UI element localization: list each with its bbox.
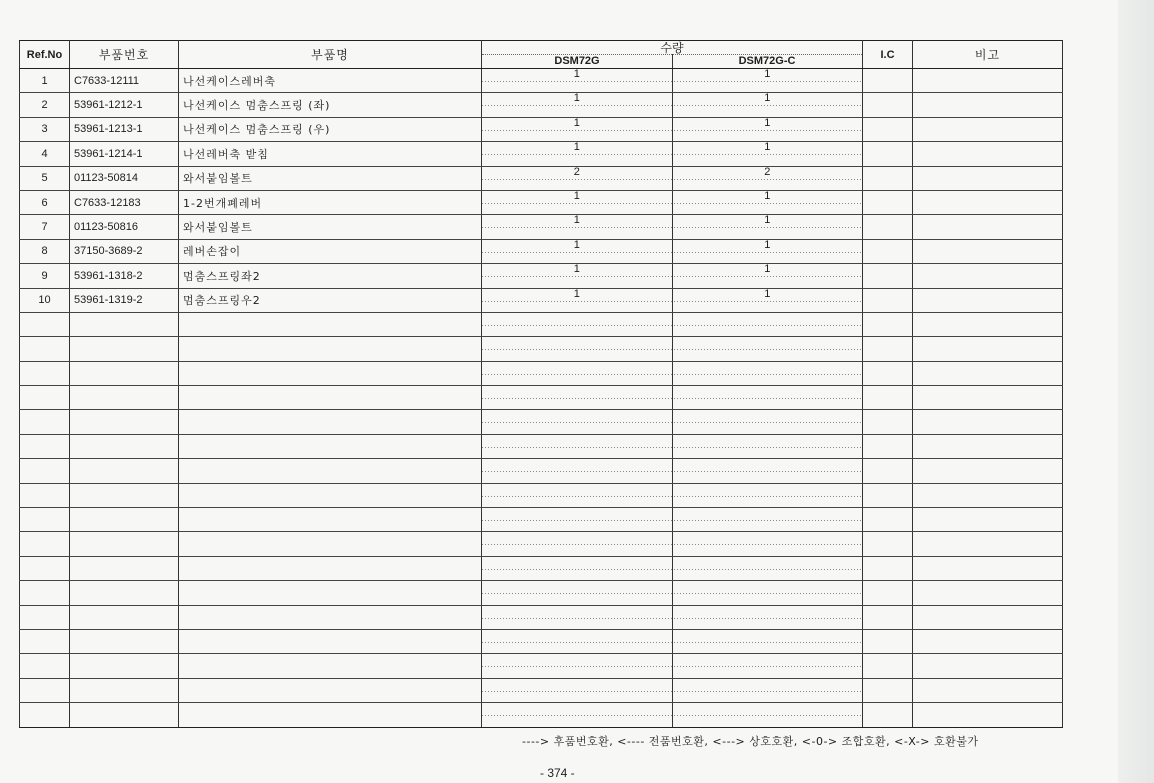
- table-row: [20, 678, 1063, 702]
- cell-ref-no: [20, 483, 70, 507]
- cell-qty-model-a: [482, 581, 672, 604]
- cell-qty-model-a: 1: [573, 68, 580, 80]
- cell-remarks: [913, 459, 1063, 483]
- cell-ref-no: 8: [20, 239, 70, 263]
- cell-part-no: [70, 703, 179, 727]
- parts-table: [19, 40, 1063, 728]
- table-row: [20, 605, 1063, 629]
- cell-part-name: [179, 361, 482, 385]
- cell-ref-no: [20, 459, 70, 483]
- cell-ic: [863, 386, 913, 410]
- cell-qty-model-a: 1: [573, 190, 580, 202]
- cell-qty-model-b: 1: [672, 69, 863, 92]
- cell-qty-model-a: 1: [573, 263, 580, 276]
- cell-part-no: 01123-50816: [70, 215, 179, 239]
- cell-part-name: 나선레버축 받침: [179, 142, 482, 166]
- cell-quantity: [482, 117, 863, 141]
- cell-qty-model-b: [672, 386, 863, 409]
- cell-ic: [863, 629, 913, 653]
- cell-qty-model-b: [672, 459, 863, 482]
- table-row: [20, 459, 1063, 483]
- cell-quantity: [482, 654, 863, 678]
- cell-qty-model-a: 1: [573, 214, 580, 227]
- cell-part-name: 와서붙임볼트: [179, 166, 482, 190]
- cell-part-name: [179, 654, 482, 678]
- cell-part-name: [179, 410, 482, 434]
- cell-remarks: [913, 239, 1063, 263]
- cell-part-name: [179, 459, 482, 483]
- cell-ic: [863, 142, 913, 166]
- cell-quantity: [482, 166, 863, 190]
- cell-ref-no: 6: [20, 190, 70, 214]
- cell-qty-model-b: [672, 606, 863, 629]
- cell-qty-model-b: 1: [672, 240, 863, 263]
- cell-remarks: [913, 629, 1063, 653]
- cell-ic: [863, 69, 913, 93]
- cell-ref-no: [20, 703, 70, 727]
- cell-quantity: [482, 239, 863, 263]
- cell-part-name: 나선케이스 멈춤스프링 (좌): [179, 93, 482, 117]
- cell-part-name: [179, 605, 482, 629]
- cell-qty-model-a: [482, 703, 672, 726]
- cell-qty-model-a: [482, 654, 672, 677]
- cell-qty-model-a: [482, 557, 672, 580]
- table-row: [20, 264, 1063, 288]
- cell-qty-model-b: [672, 532, 863, 555]
- cell-qty-model-b: [672, 557, 863, 580]
- cell-part-no: [70, 410, 179, 434]
- cell-part-no: [70, 386, 179, 410]
- table-row: [20, 410, 1063, 434]
- cell-quantity: [482, 215, 863, 239]
- cell-ref-no: 7: [20, 215, 70, 239]
- cell-part-no: 01123-50814: [70, 166, 179, 190]
- cell-qty-model-b: [672, 679, 863, 702]
- table-row: [20, 312, 1063, 336]
- table-row: [20, 337, 1063, 361]
- header-remarks: 비고: [913, 41, 1063, 69]
- cell-ic: [863, 190, 913, 214]
- cell-ic: [863, 239, 913, 263]
- cell-ref-no: [20, 434, 70, 458]
- cell-remarks: [913, 483, 1063, 507]
- table-row: [20, 117, 1063, 141]
- cell-remarks: [913, 190, 1063, 214]
- cell-qty-model-b: [672, 508, 863, 531]
- header-ic: I.C: [863, 41, 913, 69]
- cell-qty-model-b: [672, 435, 863, 458]
- cell-qty-model-a: [482, 630, 672, 653]
- cell-part-name: [179, 434, 482, 458]
- cell-ic: [863, 678, 913, 702]
- cell-ref-no: 3: [20, 117, 70, 141]
- cell-qty-model-a: [482, 484, 672, 507]
- cell-part-no: 53961-1212-1: [70, 93, 179, 117]
- cell-remarks: [913, 581, 1063, 605]
- cell-part-no: [70, 678, 179, 702]
- cell-quantity: [482, 581, 863, 605]
- cell-ref-no: 1: [20, 69, 70, 93]
- cell-part-no: 53961-1214-1: [70, 142, 179, 166]
- cell-ic: [863, 459, 913, 483]
- cell-quantity: [482, 459, 863, 483]
- cell-part-name: [179, 532, 482, 556]
- cell-ic: [863, 288, 913, 312]
- cell-qty-model-a: 1: [573, 141, 580, 154]
- cell-qty-model-a: 1: [573, 288, 580, 300]
- cell-part-no: [70, 654, 179, 678]
- cell-quantity: [482, 483, 863, 507]
- cell-qty-model-a: [482, 508, 672, 531]
- cell-ic: [863, 215, 913, 239]
- cell-remarks: [913, 337, 1063, 361]
- cell-qty-model-b: [672, 703, 863, 726]
- table-row: [20, 434, 1063, 458]
- cell-ref-no: 10: [20, 288, 70, 312]
- table-row: [20, 703, 1063, 727]
- table-row: [20, 556, 1063, 580]
- cell-remarks: [913, 434, 1063, 458]
- cell-qty-model-a: [482, 386, 672, 409]
- table-row: [20, 654, 1063, 678]
- cell-part-no: C7633-12111: [70, 69, 179, 93]
- cell-quantity: [482, 605, 863, 629]
- cell-remarks: [913, 654, 1063, 678]
- cell-ic: [863, 508, 913, 532]
- cell-ic: [863, 483, 913, 507]
- header-part-name: 부품명: [179, 41, 482, 69]
- page-number: - 374 -: [540, 766, 575, 780]
- cell-ref-no: [20, 361, 70, 385]
- cell-part-no: 37150-3689-2: [70, 239, 179, 263]
- cell-ref-no: 4: [20, 142, 70, 166]
- cell-quantity: [482, 69, 863, 93]
- table-row: [20, 190, 1063, 214]
- table-row: [20, 69, 1063, 93]
- cell-qty-model-a: [482, 313, 672, 336]
- cell-qty-model-a: [482, 532, 672, 555]
- table-body: [20, 69, 1063, 728]
- cell-quantity: [482, 678, 863, 702]
- cell-ic: [863, 605, 913, 629]
- cell-part-name: 나선케이스레버축: [179, 69, 482, 93]
- cell-ref-no: 9: [20, 264, 70, 288]
- cell-ref-no: [20, 508, 70, 532]
- header-quantity: [482, 41, 863, 69]
- cell-part-no: [70, 532, 179, 556]
- cell-part-name: 멈춤스프링우2: [179, 288, 482, 312]
- cell-qty-model-a: [482, 606, 672, 629]
- cell-part-name: [179, 337, 482, 361]
- cell-ic: [863, 434, 913, 458]
- cell-remarks: [913, 410, 1063, 434]
- table-row: [20, 166, 1063, 190]
- cell-ref-no: 5: [20, 166, 70, 190]
- cell-quantity: [482, 410, 863, 434]
- cell-qty-model-b: 1: [672, 215, 863, 238]
- cell-qty-model-a: 1: [573, 239, 580, 251]
- cell-quantity: [482, 532, 863, 556]
- cell-remarks: [913, 532, 1063, 556]
- cell-part-no: 53961-1318-2: [70, 264, 179, 288]
- cell-ic: [863, 581, 913, 605]
- header-quantity-title: 수량: [660, 41, 684, 55]
- cell-ic: [863, 93, 913, 117]
- cell-qty-model-a: 1: [573, 92, 580, 105]
- cell-ic: [863, 361, 913, 385]
- table-row: [20, 93, 1063, 117]
- cell-remarks: [913, 142, 1063, 166]
- cell-ref-no: [20, 654, 70, 678]
- cell-ic: [863, 337, 913, 361]
- cell-remarks: [913, 361, 1063, 385]
- cell-part-name: 와서붙임볼트: [179, 215, 482, 239]
- cell-remarks: [913, 678, 1063, 702]
- cell-remarks: [913, 703, 1063, 727]
- cell-part-no: [70, 483, 179, 507]
- cell-quantity: [482, 93, 863, 117]
- header-model-b: DSM72G-C: [738, 55, 796, 67]
- header-model-a: DSM72G: [554, 55, 600, 67]
- scan-edge: [1118, 0, 1154, 783]
- cell-ic: [863, 410, 913, 434]
- header-part-no: 부품번호: [70, 41, 179, 69]
- cell-quantity: [482, 288, 863, 312]
- cell-ref-no: [20, 410, 70, 434]
- cell-ref-no: [20, 556, 70, 580]
- cell-qty-model-b: 1: [672, 289, 863, 312]
- cell-part-no: [70, 581, 179, 605]
- cell-part-no: [70, 556, 179, 580]
- cell-part-name: [179, 508, 482, 532]
- cell-ic: [863, 117, 913, 141]
- cell-ic: [863, 654, 913, 678]
- cell-qty-model-a: [482, 459, 672, 482]
- cell-ic: [863, 556, 913, 580]
- cell-part-no: [70, 312, 179, 336]
- cell-quantity: [482, 264, 863, 288]
- table-header-row: [20, 41, 1063, 69]
- cell-part-name: [179, 581, 482, 605]
- cell-part-no: [70, 459, 179, 483]
- table-row: [20, 508, 1063, 532]
- cell-part-name: 레버손잡이: [179, 239, 482, 263]
- table-row: [20, 532, 1063, 556]
- cell-qty-model-b: 1: [672, 142, 863, 165]
- cell-remarks: [913, 312, 1063, 336]
- cell-qty-model-a: 1: [573, 117, 580, 129]
- cell-qty-model-a: [482, 410, 672, 433]
- cell-remarks: [913, 556, 1063, 580]
- cell-part-name: [179, 386, 482, 410]
- cell-part-no: [70, 629, 179, 653]
- cell-part-name: [179, 312, 482, 336]
- cell-remarks: [913, 215, 1063, 239]
- cell-part-name: [179, 678, 482, 702]
- table-row: [20, 215, 1063, 239]
- cell-qty-model-b: 1: [672, 118, 863, 141]
- cell-qty-model-b: 1: [672, 264, 863, 287]
- cell-quantity: [482, 629, 863, 653]
- table-row: [20, 483, 1063, 507]
- table-row: [20, 142, 1063, 166]
- cell-qty-model-a: [482, 337, 672, 360]
- cell-ref-no: [20, 629, 70, 653]
- cell-qty-model-b: [672, 581, 863, 604]
- cell-remarks: [913, 288, 1063, 312]
- header-ref-no: Ref.No: [20, 41, 70, 69]
- cell-ref-no: [20, 312, 70, 336]
- cell-remarks: [913, 386, 1063, 410]
- cell-part-no: [70, 508, 179, 532]
- cell-remarks: [913, 69, 1063, 93]
- cell-quantity: [482, 386, 863, 410]
- cell-ic: [863, 312, 913, 336]
- cell-remarks: [913, 117, 1063, 141]
- cell-remarks: [913, 93, 1063, 117]
- cell-quantity: [482, 434, 863, 458]
- cell-quantity: [482, 361, 863, 385]
- cell-remarks: [913, 264, 1063, 288]
- cell-qty-model-a: 2: [573, 166, 580, 178]
- cell-qty-model-b: [672, 654, 863, 677]
- cell-part-name: [179, 703, 482, 727]
- cell-part-no: [70, 337, 179, 361]
- cell-ic: [863, 166, 913, 190]
- cell-remarks: [913, 605, 1063, 629]
- cell-qty-model-a: [482, 679, 672, 702]
- cell-remarks: [913, 166, 1063, 190]
- cell-quantity: [482, 312, 863, 336]
- cell-part-no: 53961-1213-1: [70, 117, 179, 141]
- cell-part-name: 1-2번개폐레버: [179, 190, 482, 214]
- table-row: [20, 581, 1063, 605]
- cell-quantity: [482, 142, 863, 166]
- cell-part-no: C7633-12183: [70, 190, 179, 214]
- cell-remarks: [913, 508, 1063, 532]
- table-row: [20, 288, 1063, 312]
- cell-ref-no: [20, 581, 70, 605]
- cell-part-no: 53961-1319-2: [70, 288, 179, 312]
- table-row: [20, 361, 1063, 385]
- cell-quantity: [482, 556, 863, 580]
- cell-part-name: [179, 629, 482, 653]
- cell-part-name: 나선케이스 멈춤스프링 (우): [179, 117, 482, 141]
- cell-ref-no: [20, 678, 70, 702]
- cell-qty-model-b: [672, 484, 863, 507]
- cell-ref-no: [20, 605, 70, 629]
- cell-qty-model-a: [482, 362, 672, 385]
- cell-ref-no: [20, 532, 70, 556]
- table-row: [20, 239, 1063, 263]
- cell-ref-no: [20, 337, 70, 361]
- cell-quantity: [482, 337, 863, 361]
- cell-quantity: [482, 190, 863, 214]
- cell-qty-model-b: [672, 313, 863, 336]
- cell-part-name: [179, 483, 482, 507]
- cell-qty-model-b: [672, 362, 863, 385]
- cell-qty-model-b: [672, 337, 863, 360]
- cell-part-name: 멈춤스프링좌2: [179, 264, 482, 288]
- cell-ref-no: [20, 386, 70, 410]
- cell-part-no: [70, 361, 179, 385]
- cell-quantity: [482, 703, 863, 727]
- interchangeability-legend: ----> 후품번호환, <---- 전품번호환, <---> 상호호환, <-0-> 조합호환, <-X-> 호환불가: [522, 735, 979, 748]
- table-row: [20, 386, 1063, 410]
- table-row: [20, 629, 1063, 653]
- cell-qty-model-b: [672, 410, 863, 433]
- cell-qty-model-b: 1: [672, 191, 863, 214]
- cell-qty-model-b: [672, 630, 863, 653]
- cell-qty-model-a: [482, 435, 672, 458]
- cell-part-no: [70, 434, 179, 458]
- cell-part-name: [179, 556, 482, 580]
- cell-ic: [863, 532, 913, 556]
- cell-part-no: [70, 605, 179, 629]
- cell-ref-no: 2: [20, 93, 70, 117]
- cell-quantity: [482, 508, 863, 532]
- cell-qty-model-b: 1: [672, 93, 863, 116]
- cell-qty-model-b: 2: [672, 167, 863, 190]
- cell-ic: [863, 703, 913, 727]
- cell-ic: [863, 264, 913, 288]
